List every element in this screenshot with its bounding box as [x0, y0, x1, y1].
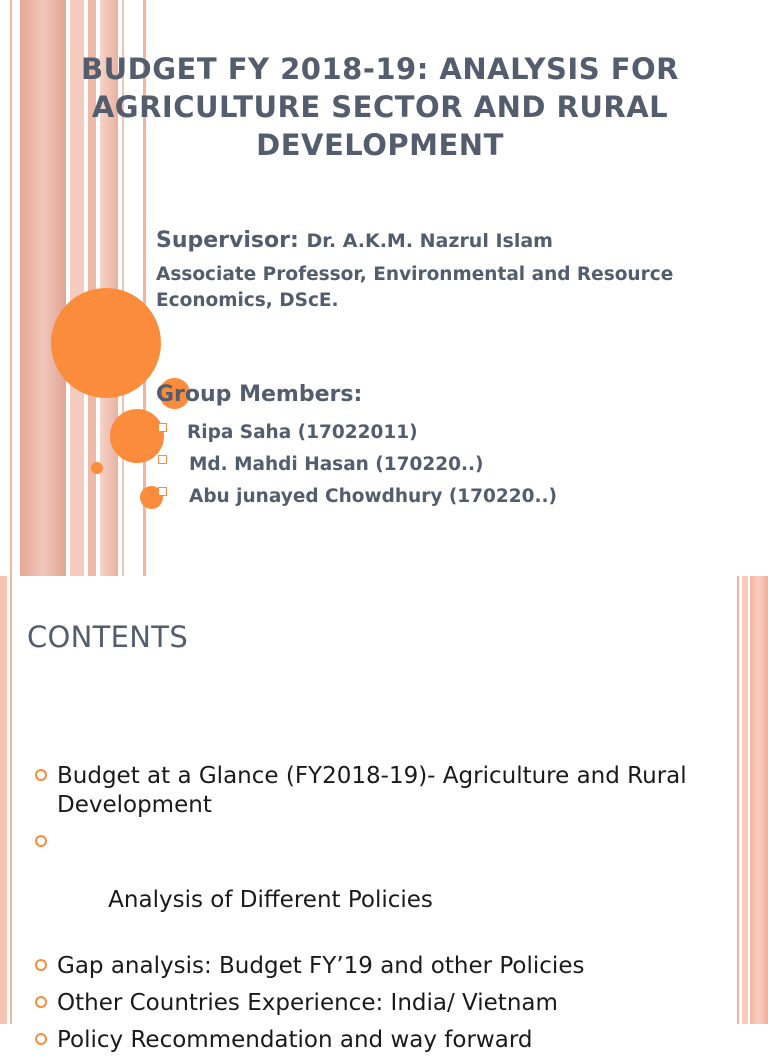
contents-list: [35, 762, 715, 1063]
supervisor-line: [156, 228, 756, 253]
contents-item-text: Gap analysis: Budget FY’19 and other Policies: [57, 953, 585, 979]
list-item: [35, 1026, 715, 1055]
list-item: [35, 762, 715, 820]
square-bullet-icon: [158, 423, 167, 432]
stripe: [10, 576, 12, 1024]
square-bullet-icon: [158, 455, 167, 464]
slide-title: CONTENTS: [27, 620, 189, 654]
stripe: [742, 576, 748, 1024]
supervisor-label: Supervisor:: [156, 228, 299, 253]
decorative-circle: [110, 409, 164, 463]
list-item: [35, 952, 715, 981]
member-name: Abu junayed Chowdhury (170220..): [189, 486, 558, 507]
supervisor-title: Associate Professor, Environmental and Resource Economics, DScE.: [156, 264, 674, 311]
contents-item-text: Policy Recommendation and way forward: [57, 1027, 533, 1053]
stripe: [750, 576, 768, 1024]
decorative-circle: [91, 462, 103, 474]
square-bullet-icon: [158, 487, 167, 496]
ring-bullet-icon: [35, 996, 47, 1008]
stripe: [0, 576, 7, 1024]
member-name: Md. Mahdi Hasan (170220..): [189, 454, 484, 475]
ring-bullet-icon: [35, 769, 47, 781]
contents-item-text: Other Countries Experience: India/ Vietnam: [57, 990, 558, 1016]
slide-title: BUDGET FY 2018-19: ANALYSIS FOR AGRICULTURE SECTOR AND RURAL DEVELOPMENT: [81, 52, 679, 162]
member-name: Ripa Saha (17022011): [187, 422, 418, 443]
stripe: [737, 576, 739, 1024]
ring-bullet-icon: [35, 1033, 47, 1045]
group-members-heading: Group Members:: [156, 382, 363, 407]
stripe: [10, 0, 12, 576]
list-item: [35, 828, 715, 944]
ring-bullet-icon: [35, 959, 47, 971]
contents-slide: [0, 576, 768, 1053]
decorative-circle: [51, 288, 161, 398]
contents-item-text: Budget at a Glance (FY2018-19)- Agriculture and Rural Development: [57, 763, 687, 818]
supervisor-name: Dr. A.K.M. Nazrul Islam: [306, 230, 553, 252]
contents-item-text: Analysis of Different Policies: [100, 887, 433, 913]
list-item: [35, 989, 715, 1018]
ring-bullet-icon: [35, 835, 47, 847]
